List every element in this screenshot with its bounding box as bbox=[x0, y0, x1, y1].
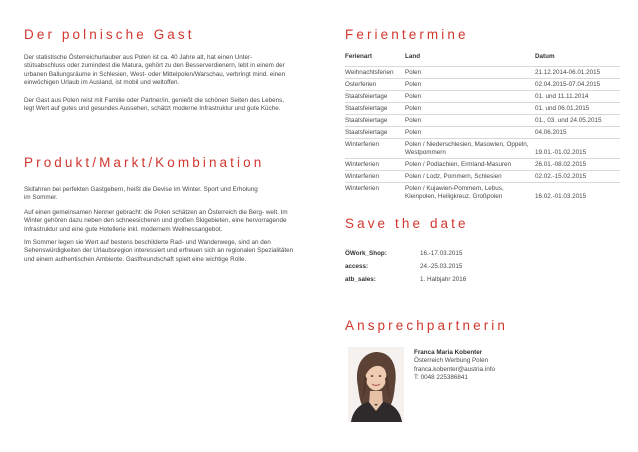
table-row bbox=[345, 103, 620, 115]
cell-datum: 02.02.-15.02.2015 bbox=[535, 171, 620, 183]
table-row bbox=[345, 115, 620, 127]
cell-ferienart: Staatsfeiertage bbox=[345, 115, 405, 127]
cell-ferienart: Winterferien bbox=[345, 183, 405, 203]
cell-datum: 01. und 11.11.2014 bbox=[535, 91, 620, 103]
cell-datum: 04.06.2015 bbox=[535, 127, 620, 139]
gast-heading: Der polnische Gast bbox=[24, 27, 195, 42]
cell-land: Polen / Kujawien-Pommern, Lebus, Kleinpolen, Heiligkreuz, Großpolen bbox=[405, 183, 535, 203]
gast-paragraph-1: Der statistische Österreichurlauber aus Polen ist ca. 40 Jahre alt, hat einen Unter- stütsabschluss oder zumindest die Matura, gehört zu den Besserverdienern, lebt in einem der urbanen Ballungsräume in Schlesien, West- oder Mittelpolen/Warschau, verbringt mind. einen einwöchigen Urlaub im Ausland, ist mobil und weltoffen. bbox=[24, 54, 286, 86]
table-row bbox=[345, 79, 620, 91]
cell-ferienart: Winterferien bbox=[345, 159, 405, 171]
save-the-date-heading: Save the date bbox=[345, 216, 469, 231]
table-row bbox=[345, 171, 620, 183]
event-date: 16.-17.03.2015 bbox=[420, 250, 463, 257]
cell-ferienart: Staatsfeiertage bbox=[345, 91, 405, 103]
contact-organization: Österreich Werbung Polen bbox=[414, 357, 489, 365]
gast-paragraph-2: Der Gast aus Polen reist mit Familie oder Partner/in, genießt die schönen Seiten des Lebens, legt Wert auf gutes und gesundes Aussehen, schätzt moderne Infrastruktur und gute Küche. bbox=[24, 97, 285, 113]
ansprechpartnerin-heading: Ansprechpartnerin bbox=[345, 318, 509, 333]
event-label: ÖWork_Shop: bbox=[345, 250, 387, 257]
event-label: atb_sales: bbox=[345, 276, 376, 283]
contact-details bbox=[414, 349, 495, 382]
produkt-heading: Produkt/Markt/Kombination bbox=[24, 155, 265, 170]
ferientermine-heading: Ferientermine bbox=[345, 27, 469, 42]
cell-datum: 16.02.-01.03.2015 bbox=[535, 183, 620, 203]
ferientermine-table bbox=[345, 53, 620, 202]
table-row bbox=[345, 159, 620, 171]
cell-land: Polen bbox=[405, 67, 535, 79]
cell-land: Polen bbox=[405, 103, 535, 115]
event-label: access: bbox=[345, 263, 369, 270]
event-date: 1. Halbjahr 2016 bbox=[420, 276, 467, 283]
contact-email[interactable]: franca.kobenter@austria.info bbox=[414, 365, 495, 373]
column-header-datum: Datum bbox=[535, 53, 555, 60]
table-row bbox=[345, 139, 620, 159]
table-row bbox=[345, 67, 620, 79]
portrait-image bbox=[348, 347, 404, 422]
produkt-paragraph-3: Im Sommer legen sie Wert auf bestens beschilderte Rad- und Wanderwege, sind an den Sehenswürdigkeiten der Urlaubsregion interessiert und erfreuen sich an regionalen Spezialitäten und einem authentischen Ambiente. Gastfreundschaft spielt eine wichtige Rolle. bbox=[24, 239, 294, 263]
cell-ferienart: Weihnachtsferien bbox=[345, 67, 405, 79]
contact-phone: T: 0048 225386841 bbox=[414, 373, 468, 381]
cell-land: Polen bbox=[405, 91, 535, 103]
cell-land: Polen bbox=[405, 127, 535, 139]
cell-land: Polen / Niederschlesien, Masowien, Oppeln, Westpommern bbox=[405, 139, 535, 159]
cell-ferienart: Winterferien bbox=[345, 139, 405, 159]
produkt-paragraph-1: Skifahren bei perfekten Gastgebern, heißt die Devise im Winter. Sport und Erholung im Sommer. bbox=[24, 186, 258, 202]
table-row bbox=[345, 127, 620, 139]
cell-ferienart: Osterferien bbox=[345, 79, 405, 91]
cell-land: Polen / Podlachien, Ermland-Masuren bbox=[405, 159, 535, 171]
cell-datum: 01., 03. und 24.05.2015 bbox=[535, 115, 620, 127]
cell-datum: 21.12.2014-06.01.2015 bbox=[535, 67, 620, 79]
contact-name: Franca Maria Kobenter bbox=[414, 349, 483, 356]
cell-land: Polen bbox=[405, 79, 535, 91]
cell-datum: 02.04.2015-07.04.2015 bbox=[535, 79, 620, 91]
table-row bbox=[345, 91, 620, 103]
column-header-land: Land bbox=[405, 53, 421, 60]
produkt-paragraph-2: Auf einen gemeinsamen Nenner gebracht: die Polen schätzen an Österreich die Berg- welt. Im Winter gehören dazu neben den schneesicheren und großen Skigebieten, eine hervorragende Infrastruktur und eine gute Hotellerie inkl. modernem Wellnessangebot. bbox=[24, 209, 288, 233]
contact-photo bbox=[348, 347, 404, 422]
column-header-ferienart: Ferienart bbox=[345, 53, 372, 60]
cell-ferienart: Staatsfeiertage bbox=[345, 103, 405, 115]
table-header-row bbox=[345, 53, 620, 67]
cell-datum: 19.01.-01.02.2015 bbox=[535, 139, 620, 159]
cell-ferienart: Staatsfeiertage bbox=[345, 127, 405, 139]
event-date: 24.-25.03.2015 bbox=[420, 263, 463, 270]
cell-datum: 26.01.-08.02.2015 bbox=[535, 159, 620, 171]
cell-land: Polen / Lodz, Pommern, Schlesien bbox=[405, 171, 535, 183]
cell-datum: 01. und 06.01.2015 bbox=[535, 103, 620, 115]
cell-ferienart: Winterferien bbox=[345, 171, 405, 183]
table-row bbox=[345, 183, 620, 203]
cell-land: Polen bbox=[405, 115, 535, 127]
